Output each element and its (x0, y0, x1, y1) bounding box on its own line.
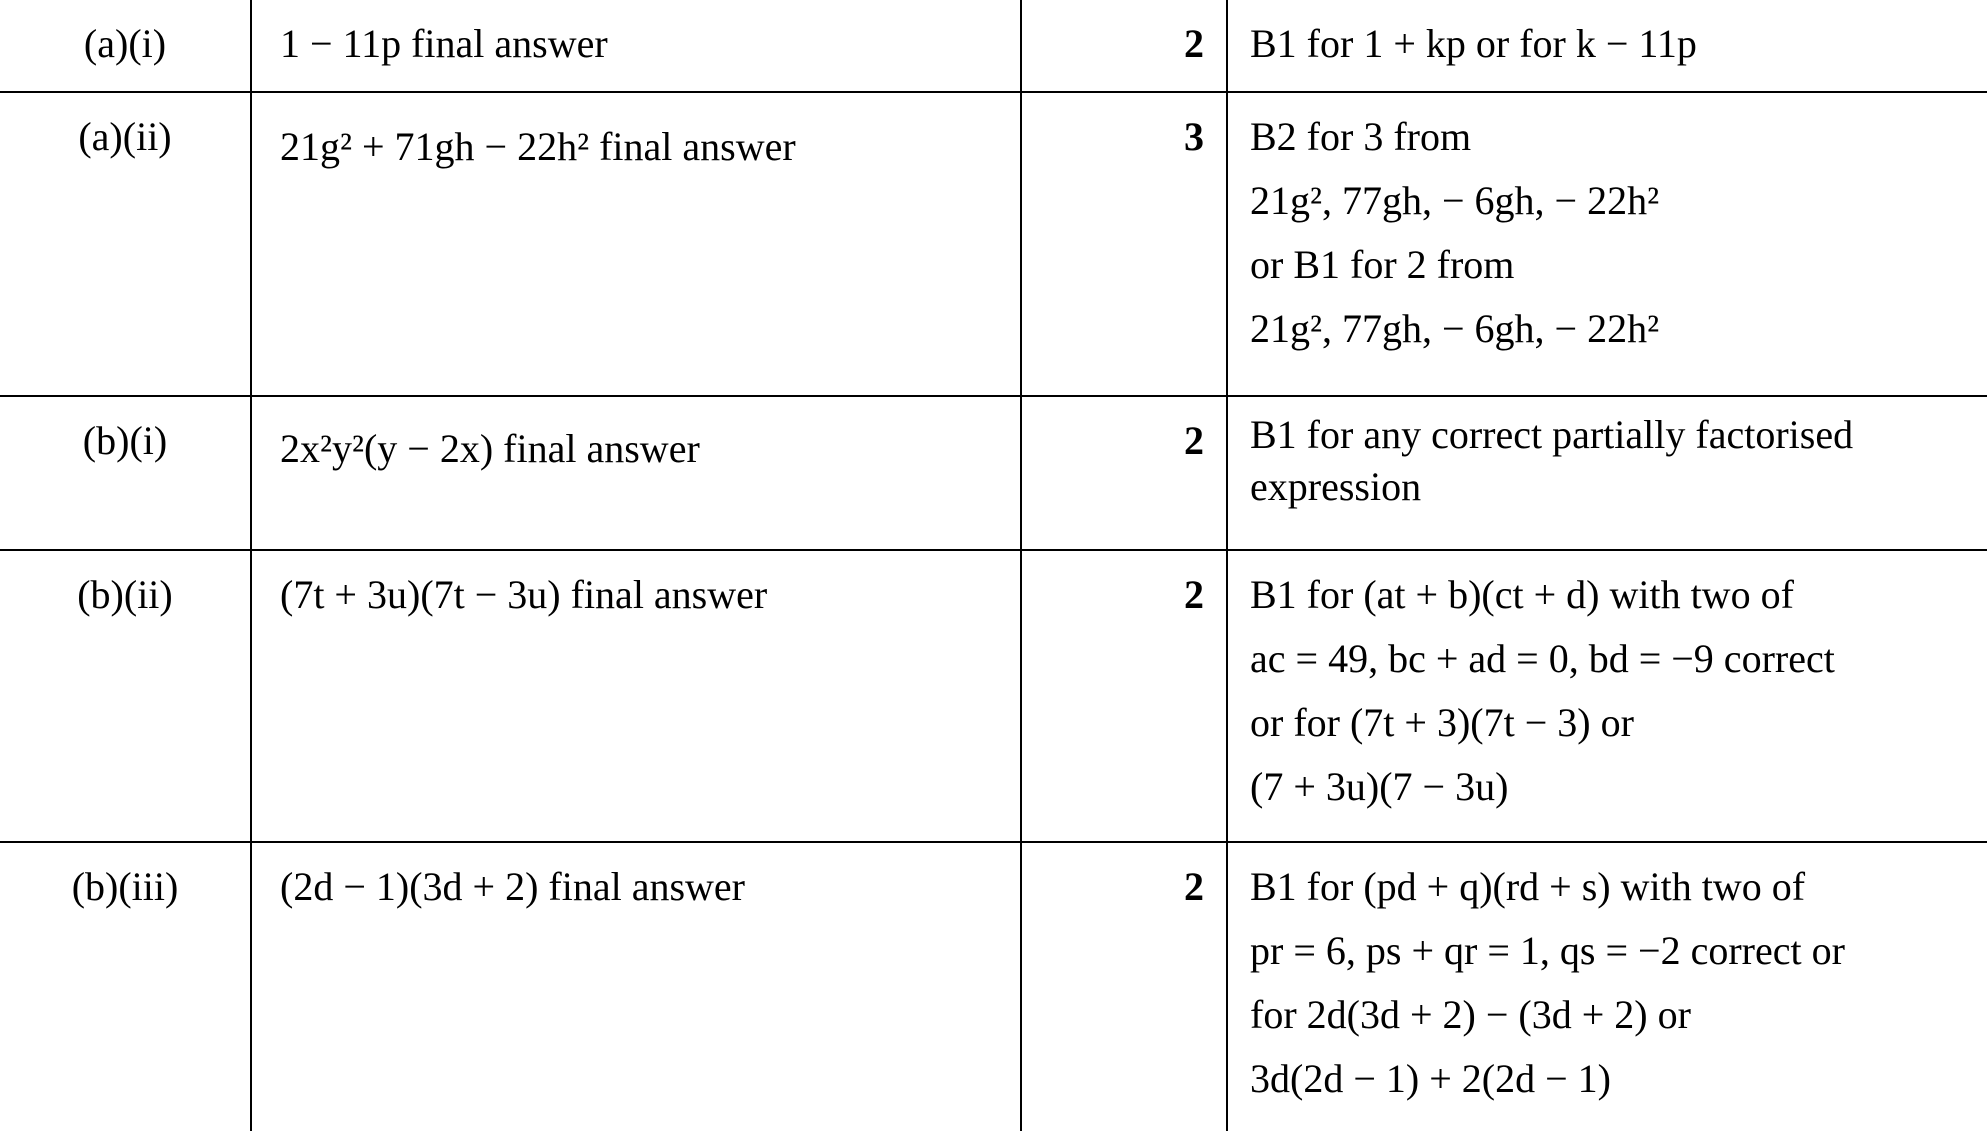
table-row (0, 93, 1987, 397)
note-line: 3d(2d − 1) + 2(2d − 1) (1250, 1056, 1611, 1101)
note-line: B1 for 1 + kp or for k − 11p (1250, 21, 1697, 66)
part-label: (b)(iii) (71, 864, 179, 909)
answer-cell (250, 397, 1020, 549)
mark-cell: 3 (1020, 93, 1226, 395)
note-line: or B1 for 2 from (1250, 242, 1515, 287)
part-label: (a)(ii) (78, 114, 172, 159)
note-line: for 2d(3d + 2) − (3d + 2) or (1250, 992, 1691, 1037)
note-line: B1 for (at + b)(ct + d) with two of (1250, 572, 1794, 617)
note-line: or for (7t + 3)(7t − 3) or (1250, 700, 1634, 745)
notes-cell (1226, 843, 1987, 1131)
note-line: 21g², 77gh, − 6gh, − 22h² (1250, 306, 1660, 351)
note-line: ac = 49, bc + ad = 0, bd = −9 correct (1250, 636, 1835, 681)
part-label: (b)(i) (82, 418, 168, 463)
notes-cell (1226, 397, 1987, 549)
table-row (0, 397, 1987, 551)
answer-cell (250, 551, 1020, 841)
answer-text: 2x²y²(y − 2x) final answer (280, 426, 700, 471)
mark-cell: 2 (1020, 0, 1226, 91)
note-line: pr = 6, ps + qr = 1, qs = −2 correct or (1250, 928, 1845, 973)
answer-text: (7t + 3u)(7t − 3u) final answer (280, 572, 768, 617)
answer-text: 21g² + 71gh − 22h² final answer (280, 124, 796, 169)
note-line: B2 for 3 from (1250, 114, 1472, 159)
note-line: B1 for (pd + q)(rd + s) with two of (1250, 864, 1806, 909)
table-row (0, 551, 1987, 843)
answer-text: (2d − 1)(3d + 2) final answer (280, 864, 745, 909)
answer-cell (250, 93, 1020, 395)
part-label: (a)(i) (83, 21, 167, 66)
part-label: (b)(ii) (77, 572, 173, 617)
note-line: expression (1250, 464, 1422, 509)
note-line: 21g², 77gh, − 6gh, − 22h² (1250, 178, 1660, 223)
table-row (0, 843, 1987, 1131)
notes-cell (1226, 551, 1987, 841)
mark-cell: 2 (1020, 551, 1226, 841)
notes-cell (1226, 0, 1987, 91)
answer-cell (250, 0, 1020, 91)
note-line: (7 + 3u)(7 − 3u) (1250, 764, 1509, 809)
note-line: B1 for any correct partially factorised (1250, 412, 1854, 457)
notes-cell (1226, 93, 1987, 395)
mark-cell: 2 (1020, 843, 1226, 1131)
table-row (0, 0, 1987, 93)
mark-cell: 2 (1020, 397, 1226, 549)
answer-cell (250, 843, 1020, 1131)
answer-text: 1 − 11p final answer (280, 21, 608, 66)
